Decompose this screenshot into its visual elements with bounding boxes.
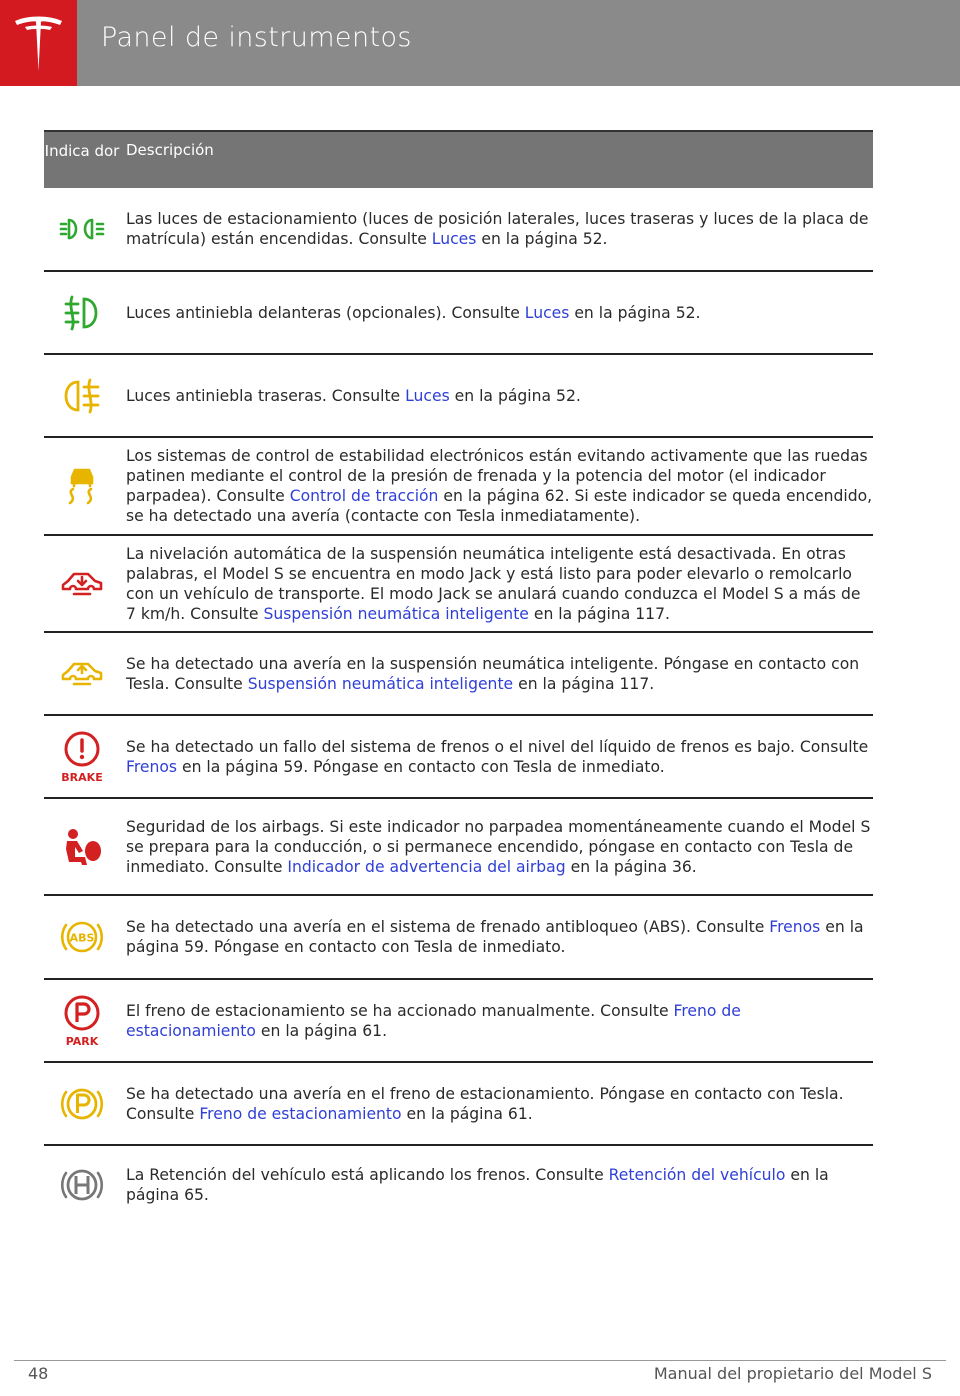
table-row <box>44 896 873 980</box>
suspension-leveling-off-icon <box>44 569 120 599</box>
indicator-table <box>44 130 873 1224</box>
table-row <box>44 980 873 1063</box>
row-description: Se ha detectado una avería en la suspensión neumática inteligente. Póngase en contacto con Tesla. Consulte Suspensión neumática inteligente en la página 117. <box>126 654 860 693</box>
suspension-fault-icon <box>44 659 120 689</box>
traction-control-icon <box>44 465 120 507</box>
table-row <box>44 188 873 272</box>
tesla-logo <box>0 0 77 86</box>
link[interactable]: Freno de estacionamiento <box>126 1001 741 1040</box>
row-description: Las luces de estacionamiento (luces de posición laterales, luces traseras y luces de la placa de matrícula) están encendidas. Consulte Luces en la página 52. <box>126 210 869 248</box>
parking-brake-icon <box>44 994 120 1048</box>
link[interactable]: Retención del vehículo <box>608 1166 786 1184</box>
row-description: Luces antiniebla traseras. Consulte Luces en la página 52. <box>126 386 581 405</box>
link[interactable]: Freno de estacionamiento <box>199 1104 402 1123</box>
row-description: La Retención del vehículo está aplicando los frenos. Consulte Retención del vehículo en la página 65. <box>126 1166 829 1204</box>
link[interactable]: Indicador de advertencia del airbag <box>287 857 566 876</box>
airbag-icon <box>44 827 120 867</box>
row-description: Seguridad de los airbags. Si este indicador no parpadea momentáneamente cuando el Model S se prepara para la conducción, o si permanece encendido, póngase en contacto con Tesla de inmediato. Consulte Indicador de advertencia del airbag en la página 36. <box>126 817 871 876</box>
row-description: El freno de estacionamiento se ha accionado manualmente. Consulte Freno de estacionamiento en la página 61. <box>126 1001 741 1040</box>
table-row <box>44 799 873 896</box>
row-description: Se ha detectado una avería en el freno de estacionamiento. Póngase en contacto con Tesla. Consulte Freno de estacionamiento en la página 61. <box>126 1084 844 1123</box>
brake-warning-icon <box>44 730 120 784</box>
table-row <box>44 633 873 716</box>
link[interactable]: Luces <box>524 303 570 322</box>
table-row <box>44 536 873 633</box>
table-row <box>44 355 873 438</box>
manual-title: Manual del propietario del Model S <box>653 1364 932 1383</box>
page-number: 48 <box>28 1364 49 1383</box>
link[interactable]: Luces <box>405 386 450 405</box>
table-row <box>44 438 873 536</box>
column-header-description: Descripción <box>126 141 214 159</box>
link[interactable]: Frenos <box>769 918 821 936</box>
table-row <box>44 716 873 799</box>
parking-lights-icon <box>44 216 120 242</box>
abs-icon <box>44 917 120 957</box>
park-label: PARK <box>65 1034 99 1048</box>
column-header-indicator: Indica dor <box>44 142 120 160</box>
table-row <box>44 1146 873 1224</box>
table-header <box>44 130 873 188</box>
page-header <box>0 0 960 86</box>
link[interactable]: Control de tracción <box>289 487 439 505</box>
abs-label: ABS <box>69 931 95 945</box>
page-title: Panel de instrumentos <box>101 22 412 53</box>
front-fog-lights-icon <box>44 293 120 333</box>
row-description: Se ha detectado un fallo del sistema de frenos o el nivel del líquido de frenos es bajo. Consulte Frenos en la página 59. Póngase en contacto con Tesla de inmediato. <box>126 737 869 776</box>
row-description: La nivelación automática de la suspensión neumática inteligente está desactivada. En otras palabras, el Model S se encuentra en modo Jack y está listo para poder elevarlo o remolcarlo con un vehículo de transporte. El modo Jack se anulará cuando conduzca el Model S a más de 7 km/h. Consulte Suspensión neumática inteligente en la página 117. <box>126 544 861 623</box>
row-description: Los sistemas de control de estabilidad electrónicos están evitando activamente que las ruedas patinen mediante el control de la presión de frenada y la potencia del motor (el indicador parpadea). Consulte Control de tracción en la página 62. Si este indicador se queda encendido, se ha detectado una avería (contacte con Tesla inmediatamente). <box>126 447 873 525</box>
link[interactable]: Luces <box>431 230 477 248</box>
brake-label: BRAKE <box>61 770 103 784</box>
table-row <box>44 1063 873 1146</box>
vehicle-hold-icon <box>44 1165 120 1205</box>
row-description: Se ha detectado una avería en el sistema de frenado antibloqueo (ABS). Consulte Frenos en la página 59. Póngase en contacto con Tesla de inmediato. <box>126 918 864 956</box>
table-row <box>44 272 873 355</box>
parking-brake-fault-icon <box>44 1084 120 1124</box>
link[interactable]: Suspensión neumática inteligente <box>247 674 514 693</box>
rear-fog-lights-icon <box>44 376 120 416</box>
link[interactable]: Suspensión neumática inteligente <box>263 604 529 623</box>
row-description: Luces antiniebla delanteras (opcionales). Consulte Luces en la página 52. <box>126 303 701 322</box>
link[interactable]: Frenos <box>126 757 178 776</box>
footer-divider <box>14 1360 946 1361</box>
